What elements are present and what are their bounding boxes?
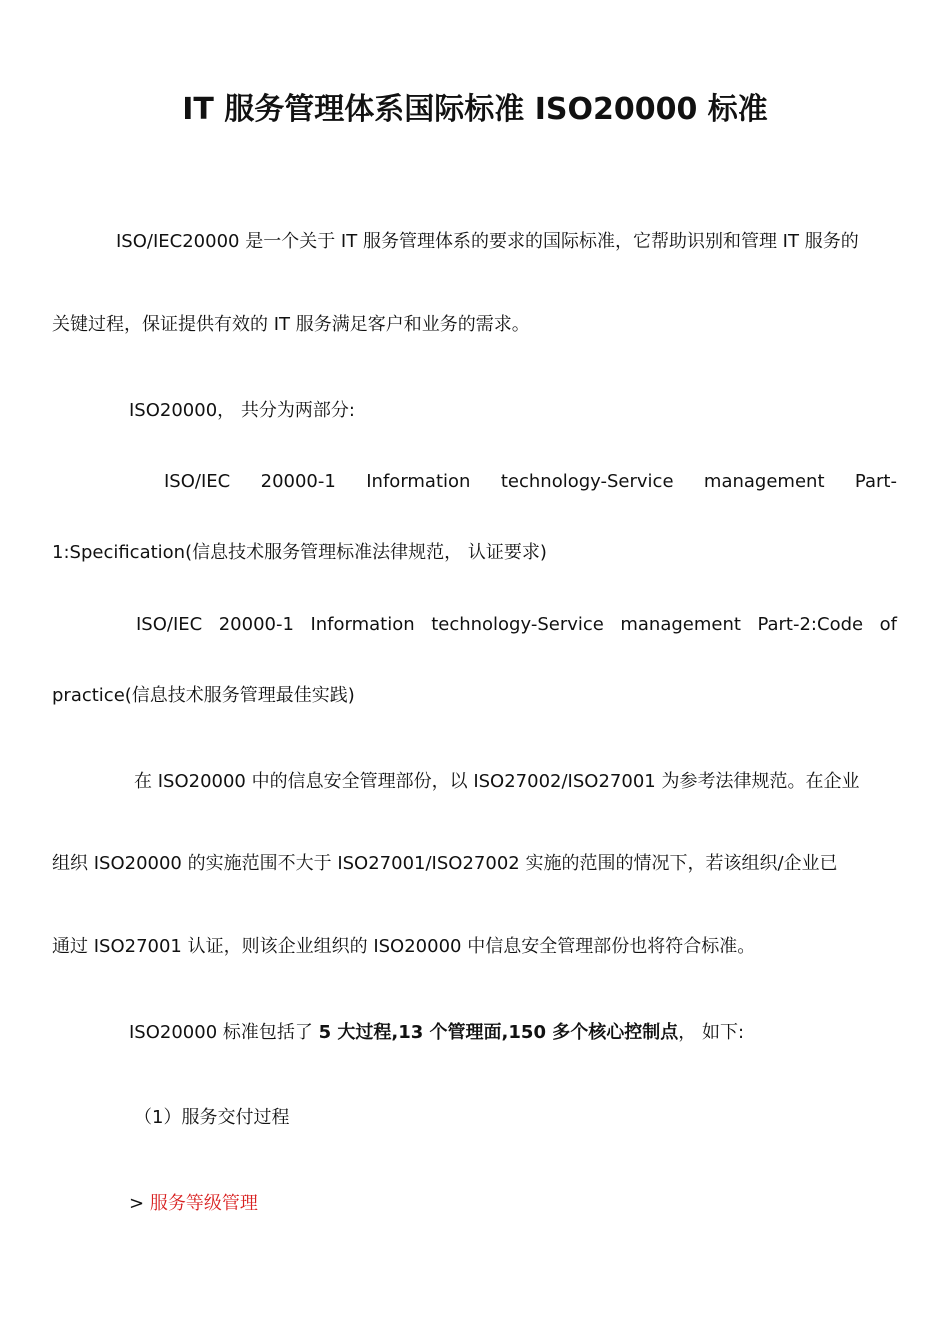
part2-word: technology-Service	[431, 614, 604, 635]
part2-word: Part-2:Code	[757, 614, 864, 635]
part2-word: ISO/IEC	[136, 614, 203, 635]
part1-word: Information	[366, 471, 471, 492]
bullet-marker: >	[129, 1193, 145, 1214]
list-item-service-delivery: （1）服务交付过程	[134, 1107, 290, 1128]
part1-word: ISO/IEC	[164, 471, 231, 492]
part1-word: Part-	[854, 471, 897, 492]
service-level-label: 服务等级管理	[149, 1193, 258, 1214]
part2-word: management	[620, 614, 741, 635]
document-title: IT 服务管理体系国际标准 ISO20000 标准	[182, 92, 768, 127]
para3-line2: 组织 ISO20000 的实施范围不大于 ISO27001/ISO27002 实施的范围的情况下，若该组织/企业已	[52, 853, 838, 874]
para4	[129, 1022, 744, 1044]
list-item-service-level	[129, 1193, 258, 1215]
part1-word: technology-Service	[500, 471, 674, 492]
para3-line1: 在 ISO20000 中的信息安全管理部份，以 ISO27002/ISO27001 为参考法律规范。在企业	[134, 771, 860, 792]
para4-bold: 5 大过程,13 个管理面,150 多个核心控制点	[318, 1022, 679, 1043]
para1-line1: ISO/IEC20000 是一个关于 IT 服务管理体系的要求的国际标准，它帮助识别和管理 IT 服务的	[116, 231, 859, 252]
part1-line1	[164, 471, 897, 493]
part1-line2: 1:Specification(信息技术服务管理标准法律规范， 认证要求)	[52, 542, 547, 563]
part2-line1	[136, 614, 897, 636]
part1-word: management	[703, 471, 825, 492]
para3-line3: 通过 ISO27001 认证，则该企业组织的 ISO20000 中信息安全管理部份也将符合标准。	[52, 936, 756, 957]
para4-prefix: ISO20000 标准包括了	[129, 1022, 319, 1043]
part2-word: Information	[310, 614, 415, 635]
part2-word: of	[879, 614, 897, 635]
para4-suffix: ， 如下:	[678, 1022, 745, 1043]
para1-line2: 关键过程，保证提供有效的 IT 服务满足客户和业务的需求。	[52, 314, 530, 335]
part1-word: 20000-1	[260, 471, 336, 492]
para2: ISO20000， 共分为两部分:	[129, 400, 355, 421]
part2-line2: practice(信息技术服务管理最佳实践)	[52, 685, 355, 706]
part2-word: 20000-1	[218, 614, 294, 635]
